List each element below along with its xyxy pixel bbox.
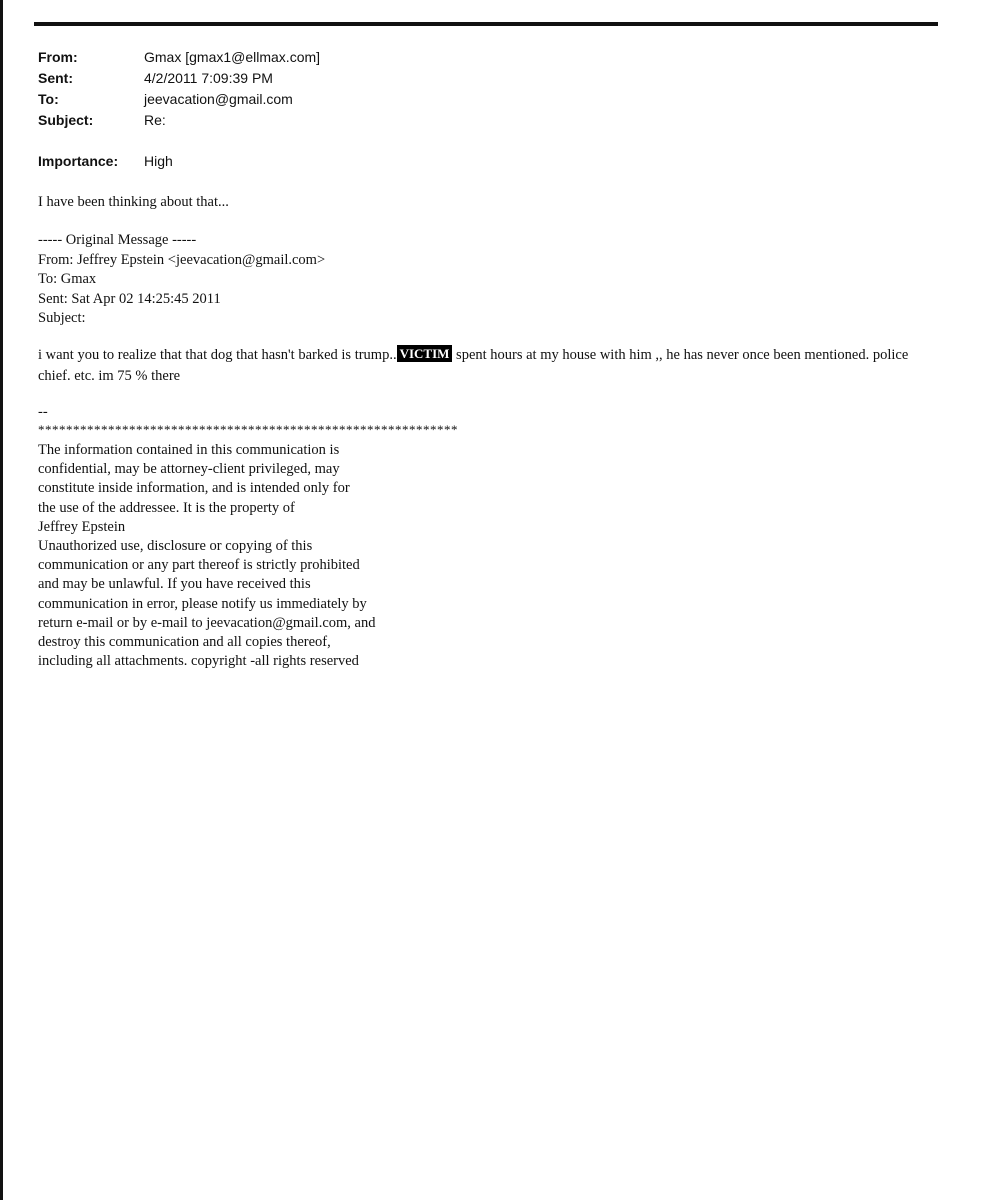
sent-label: Sent: (38, 70, 73, 86)
page-left-border (0, 0, 3, 1200)
original-message-separator: ----- Original Message ----- (38, 232, 197, 248)
original-message-header (38, 231, 325, 329)
message-text-after: spent hours at my house with him ,, he has never once been mentioned. police chief. etc. im 75 % there (38, 347, 909, 384)
disclaimer-line: The information contained in this communication is (38, 442, 340, 458)
from-label: From: (38, 49, 78, 65)
disclaimer-line: constitute inside information, and is intended only for (38, 480, 350, 497)
disclaimer-line: Unauthorized use, disclosure or copying of this (38, 538, 313, 555)
signature-asterisk-line: ************************************************************ (38, 422, 458, 437)
from-value: Gmax [gmax1@ellmax.com] (144, 49, 321, 65)
reply-body: I have been thinking about that... (38, 194, 229, 210)
disclaimer-line: communication in error, please notify us immediately by (38, 595, 367, 612)
original-sent-line: Sent: Sat Apr 02 14:25:45 2011 (38, 290, 221, 307)
subject-row (38, 110, 320, 131)
original-subject-line: Subject: (38, 310, 86, 326)
subject-value: Re: (144, 112, 166, 128)
importance-row (38, 151, 320, 172)
header-divider-rule (34, 22, 938, 26)
disclaimer-line: destroy this communication and all copies thereof, (38, 634, 331, 651)
subject-label: Subject: (38, 112, 94, 128)
disclaimer-line: return e-mail or by e-mail to jeevacation@gmail.com, and (38, 614, 376, 631)
original-message-body (38, 345, 938, 387)
disclaimer-line: including all attachments. copyright -all rights reserved (38, 653, 359, 670)
email-header (38, 47, 320, 172)
disclaimer-line: confidential, may be attorney-client privileged, may (38, 461, 340, 478)
to-row (38, 89, 320, 110)
from-row (38, 47, 320, 68)
to-label: To: (38, 91, 59, 107)
disclaimer-line: the use of the addressee. It is the property of (38, 499, 295, 516)
disclaimer-line: Jeffrey Epstein (38, 518, 126, 535)
message-text-before: i want you to realize that that dog that hasn't barked is trump.. (38, 347, 397, 363)
disclaimer-line: communication or any part thereof is strictly prohibited (38, 557, 360, 574)
sent-row (38, 68, 320, 89)
importance-value: High (144, 153, 173, 169)
original-to-line: To: Gmax (38, 271, 97, 287)
redaction-box: VICTIM (397, 345, 453, 362)
disclaimer-line: and may be unlawful. If you have received this (38, 576, 311, 593)
original-from-line: From: Jeffrey Epstein <jeevacation@gmail.com> (38, 251, 326, 268)
confidentiality-disclaimer (38, 441, 375, 671)
signature-dashes: -- (38, 404, 48, 420)
to-value: jeevacation@gmail.com (144, 91, 293, 107)
sent-value: 4/2/2011 7:09:39 PM (144, 70, 273, 86)
importance-label: Importance: (38, 153, 119, 169)
